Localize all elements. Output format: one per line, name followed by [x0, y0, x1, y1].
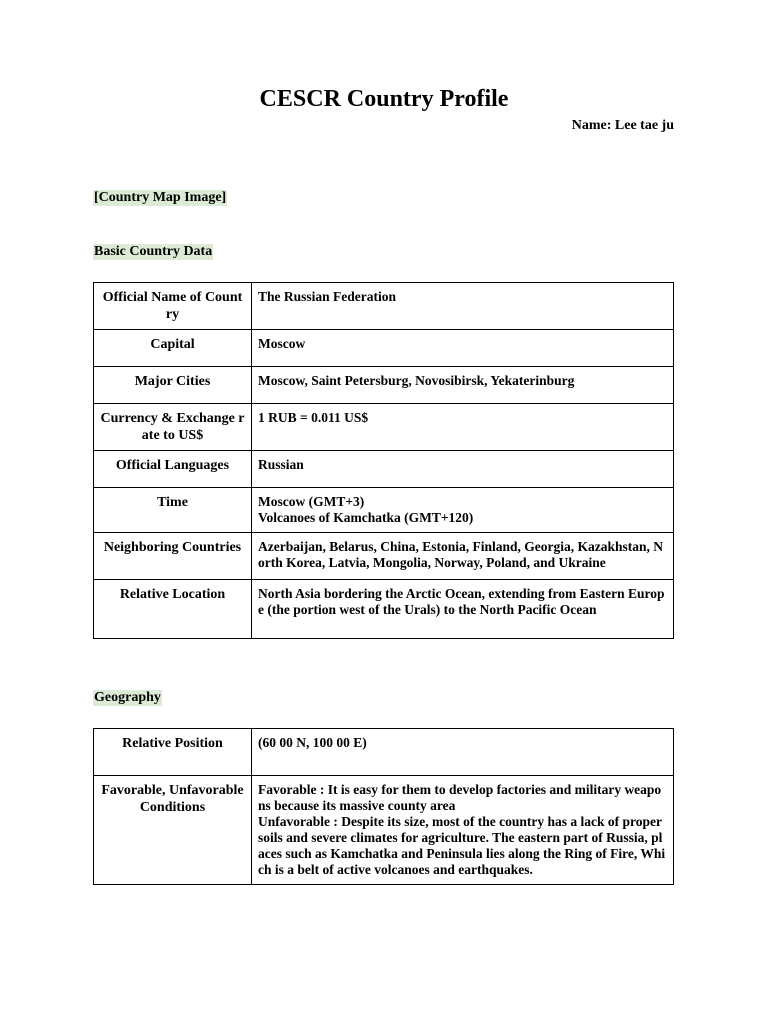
row-label: Neighboring Countries: [94, 533, 252, 580]
row-value: Moscow, Saint Petersburg, Novosibirsk, Yekaterinburg: [252, 367, 674, 404]
row-label: Currency & Exchange rate to US$: [94, 404, 252, 451]
row-label: Relative Position: [94, 729, 252, 776]
row-value: Azerbaijan, Belarus, China, Estonia, Finland, Georgia, Kazakhstan, North Korea, Latvia, Mongolia, Norway, Poland, and Ukraine: [252, 533, 674, 580]
row-value: North Asia bordering the Arctic Ocean, extending from Eastern Europe (the portion west of the Urals) to the North Pacific Ocean: [252, 580, 674, 639]
row-value: Moscow (GMT+3) Volcanoes of Kamchatka (GMT+120): [252, 488, 674, 533]
table-row: [94, 776, 674, 885]
section-heading-geography: Geography: [94, 690, 161, 705]
section-heading-basic: Basic Country Data: [94, 244, 213, 259]
row-label: Favorable, Unfavorable Conditions: [94, 776, 252, 885]
author-name: Name: Lee tae ju: [571, 118, 674, 133]
row-value: The Russian Federation: [252, 283, 674, 330]
row-value: Moscow: [252, 330, 674, 367]
row-label: Major Cities: [94, 367, 252, 404]
basic-data-table: [93, 282, 674, 639]
table-row: [94, 330, 674, 367]
row-label: Relative Location: [94, 580, 252, 639]
table-row: [94, 283, 674, 330]
table-row: [94, 451, 674, 488]
document-title: CESCR Country Profile: [259, 86, 509, 112]
geography-table: [93, 728, 674, 885]
row-label: Official Languages: [94, 451, 252, 488]
table-row: [94, 533, 674, 580]
table-row: [94, 488, 674, 533]
map-placeholder: [Country Map Image]: [94, 190, 227, 205]
row-label: Time: [94, 488, 252, 533]
table-row: [94, 404, 674, 451]
row-label: Official Name of Country: [94, 283, 252, 330]
row-value: (60 00 N, 100 00 E): [252, 729, 674, 776]
row-value: Russian: [252, 451, 674, 488]
table-row: [94, 367, 674, 404]
table-row: [94, 729, 674, 776]
table-row: [94, 580, 674, 639]
row-value: Favorable : It is easy for them to develop factories and military weapons because its massive county area Unfavorable : Despite its size, most of the country has a lack of proper soils and severe climates for agriculture. The eastern part of Russia, places such as Kamchatka and Peninsula lies along the Ring of Fire, Which is a belt of active volcanoes and earthquakes.: [252, 776, 674, 885]
row-label: Capital: [94, 330, 252, 367]
row-value: 1 RUB = 0.011 US$: [252, 404, 674, 451]
